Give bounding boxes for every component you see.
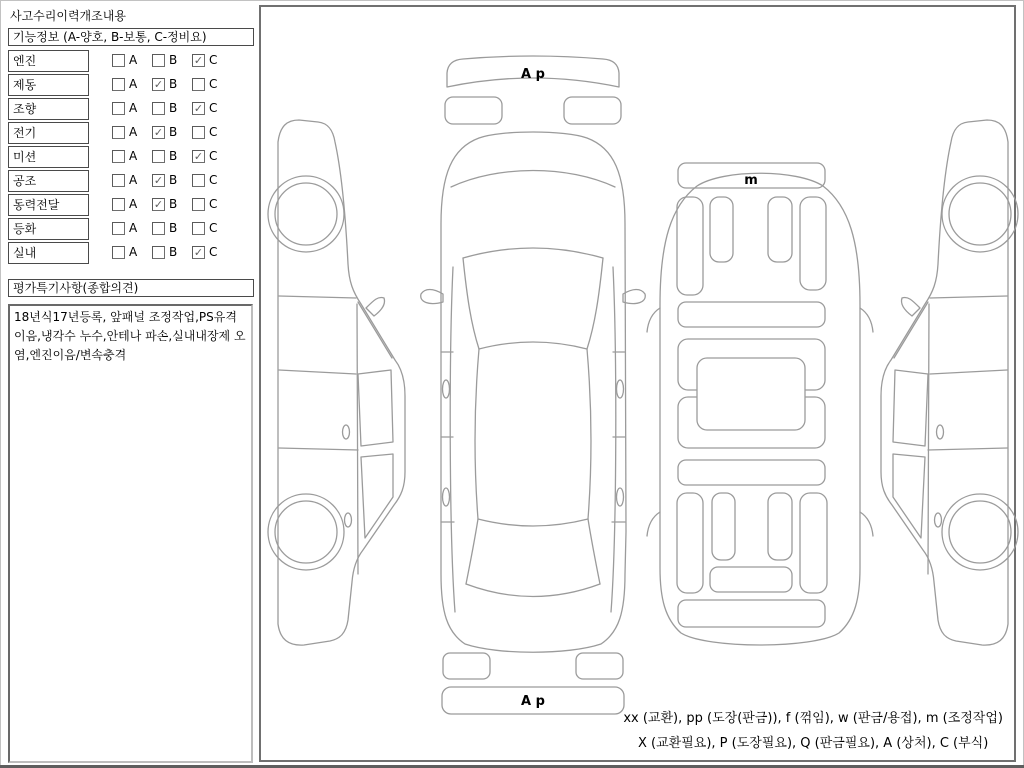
- headlight-right: [564, 97, 621, 124]
- grade-option-interior-c: [192, 245, 217, 259]
- grade-letter: B: [169, 77, 178, 91]
- top-door-handle-right-front: [617, 380, 624, 398]
- grade-letter: C: [209, 77, 218, 91]
- checkbox-lights-a[interactable]: [112, 222, 125, 235]
- grade-option-electric-a: [112, 125, 137, 139]
- grade-option-powertrain-a: [112, 197, 137, 211]
- grade-option-lights-b: [152, 221, 177, 235]
- grade-option-engine-a: [112, 53, 137, 67]
- grade-letter: B: [169, 149, 178, 163]
- grade-option-lights-a: [112, 221, 137, 235]
- checkbox-steering-c[interactable]: ✓: [193, 101, 204, 115]
- grade-letter: B: [169, 197, 178, 211]
- checkbox-interior-b[interactable]: [152, 246, 165, 259]
- checkbox-transmission-b[interactable]: [152, 150, 165, 163]
- function-info-header: 기능정보 (A-양호, B-보통, C-정비요): [8, 28, 254, 46]
- grade-letter: A: [129, 77, 138, 91]
- underbody-center-section: [697, 358, 805, 430]
- side-view-right: [881, 120, 1018, 645]
- fender-flare-front-left: [647, 308, 660, 332]
- windshield-base-arc: [463, 248, 603, 258]
- bottom-view: [647, 163, 873, 645]
- grade-letter: C: [209, 125, 218, 139]
- trunk-arc: [466, 584, 600, 597]
- grade-letter: B: [169, 53, 178, 67]
- grade-letter: C: [209, 53, 218, 67]
- page-title: 사고수리이력개조내용: [10, 9, 126, 23]
- function-row-engine: [0, 50, 258, 73]
- top-door-handle-right-rear: [617, 488, 624, 506]
- function-row-label-brake: 제동: [8, 74, 89, 96]
- hood-crease: [451, 171, 615, 188]
- checkbox-steering-b[interactable]: [152, 102, 165, 115]
- checkbox-brake-c[interactable]: [192, 78, 205, 91]
- grade-letter: B: [169, 101, 178, 115]
- grade-option-steering-a: [112, 101, 137, 115]
- grade-letter: A: [129, 101, 138, 115]
- checkbox-electric-c[interactable]: [192, 126, 205, 139]
- grade-letter: C: [209, 197, 218, 211]
- checkbox-transmission-a[interactable]: [112, 150, 125, 163]
- grade-option-interior-b: [152, 245, 177, 259]
- underbody-rear-panel: [678, 600, 825, 627]
- fender-flare-rear-left: [647, 512, 660, 536]
- function-row-steering: [0, 98, 258, 121]
- checkbox-electric-b[interactable]: ✓: [153, 125, 164, 139]
- grade-option-steering-b: [152, 101, 177, 115]
- grade-letter: C: [209, 149, 218, 163]
- grade-option-transmission-c: [192, 149, 217, 163]
- checkbox-engine-a[interactable]: [112, 54, 125, 67]
- checkbox-powertrain-b[interactable]: ✓: [153, 197, 164, 211]
- checkbox-powertrain-a[interactable]: [112, 198, 125, 211]
- function-row-lights: [0, 218, 258, 241]
- underbody-rail: [712, 493, 735, 560]
- grade-option-brake-b: [152, 77, 177, 91]
- underbody-crossmember: [678, 302, 825, 327]
- grade-letter: B: [169, 173, 178, 187]
- function-row-label-powertrain: 동력전달: [8, 194, 89, 216]
- front-bumper-damage-code: A p: [521, 67, 545, 82]
- grade-option-engine-b: [152, 53, 177, 67]
- checkbox-aircon-b[interactable]: ✓: [153, 173, 164, 187]
- underbody-rail: [768, 197, 792, 262]
- grade-option-lights-c: [192, 221, 217, 235]
- grade-letter: A: [129, 149, 138, 163]
- function-row-aircon: [0, 170, 258, 193]
- checkbox-interior-c[interactable]: ✓: [193, 245, 204, 259]
- roof-side-left: [475, 349, 479, 519]
- side-view-left: [268, 120, 405, 645]
- function-row-interior: [0, 242, 258, 265]
- grade-letter: A: [129, 197, 138, 211]
- legend-line-2: X (교환필요), P (도장필요), Q (판금필요), A (상처), C (부식): [638, 736, 989, 751]
- checkbox-engine-c[interactable]: ✓: [193, 53, 204, 67]
- function-row-label-interior: 실내: [8, 242, 89, 264]
- function-row-label-electric: 전기: [8, 122, 89, 144]
- grade-option-aircon-c: [192, 173, 217, 187]
- function-row-label-steering: 조향: [8, 98, 89, 120]
- function-row-transmission: [0, 146, 258, 169]
- checkbox-aircon-c[interactable]: [192, 174, 205, 187]
- grade-letter: C: [209, 101, 218, 115]
- underbody-rail: [768, 493, 792, 560]
- c-pillar-left: [466, 519, 478, 584]
- taillight-left: [443, 653, 490, 679]
- function-row-label-transmission: 미션: [8, 146, 89, 168]
- grade-option-transmission-b: [152, 149, 177, 163]
- c-pillar-right: [588, 519, 600, 584]
- fender-flare-front-right: [860, 308, 873, 332]
- function-row-electric: [0, 122, 258, 145]
- grade-letter: A: [129, 221, 138, 235]
- checkbox-interior-a[interactable]: [112, 246, 125, 259]
- evaluation-comment-box[interactable]: 18년식17년등록, 앞패널 조정작업,PS유격이음,냉각수 누수,안테나 파손,실내내장제 오염,엔진이음/변속충격: [8, 304, 253, 763]
- grade-option-transmission-a: [112, 149, 137, 163]
- grade-letter: B: [169, 245, 178, 259]
- grade-option-interior-a: [112, 245, 137, 259]
- roof-side-right: [587, 349, 591, 519]
- underbody-rail: [800, 493, 827, 593]
- rear-bumper-damage-code: A p: [521, 694, 545, 709]
- shoulder-line-left: [450, 267, 455, 612]
- checkbox-brake-a[interactable]: [112, 78, 125, 91]
- taillight-right: [576, 653, 623, 679]
- function-row-label-lights: 등화: [8, 218, 89, 240]
- mirror-left: [421, 290, 443, 304]
- grade-option-aircon-b: [152, 173, 177, 187]
- grade-letter: A: [129, 53, 138, 67]
- car-diagram-canvas: [261, 7, 1014, 760]
- grade-option-powertrain-c: [192, 197, 217, 211]
- checkbox-transmission-c[interactable]: ✓: [193, 149, 204, 163]
- grade-option-aircon-a: [112, 173, 137, 187]
- grade-option-engine-c: [192, 53, 217, 67]
- top-view: [421, 56, 646, 714]
- grade-letter: A: [129, 245, 138, 259]
- underbody-crossmember: [678, 460, 825, 485]
- grade-letter: B: [169, 221, 178, 235]
- evaluation-header: 평가특기사항(종합의견): [8, 279, 254, 297]
- underbody-rail: [677, 493, 703, 593]
- damage-code-legend: [623, 706, 1003, 756]
- function-row-powertrain: [0, 194, 258, 217]
- grade-letter: A: [129, 125, 138, 139]
- grade-option-electric-c: [192, 125, 217, 139]
- function-row-brake: [0, 74, 258, 97]
- checkbox-lights-c[interactable]: [192, 222, 205, 235]
- grade-option-brake-c: [192, 77, 217, 91]
- checkbox-aircon-a[interactable]: [112, 174, 125, 187]
- grade-option-brake-a: [112, 77, 137, 91]
- checkbox-electric-a[interactable]: [112, 126, 125, 139]
- grade-option-powertrain-b: [152, 197, 177, 211]
- grade-letter: A: [129, 173, 138, 187]
- checkbox-engine-b[interactable]: [152, 54, 165, 67]
- checkbox-powertrain-c[interactable]: [192, 198, 205, 211]
- rear-window-arc: [478, 519, 588, 526]
- grade-letter: C: [209, 245, 218, 259]
- underbody-rear-section: [710, 567, 792, 592]
- checkbox-lights-b[interactable]: [152, 222, 165, 235]
- legend-line-1: xx (교환), pp (도장(판금)), f (꺾임), w (판금/용접), m (조정작업): [623, 711, 1003, 726]
- grade-letter: C: [209, 221, 218, 235]
- top-door-handle-left-front: [443, 380, 450, 398]
- shoulder-line-right: [611, 267, 616, 612]
- fender-flare-rear-right: [860, 512, 873, 536]
- checkbox-brake-b[interactable]: ✓: [153, 77, 164, 91]
- checkbox-steering-a[interactable]: [112, 102, 125, 115]
- grade-letter: C: [209, 173, 218, 187]
- underbody-front-damage-code: m: [744, 173, 758, 188]
- function-row-label-aircon: 공조: [8, 170, 89, 192]
- grade-letter: B: [169, 125, 178, 139]
- a-pillar-left: [463, 258, 479, 349]
- roof-front-arc: [479, 342, 587, 349]
- underbody-rail: [710, 197, 733, 262]
- mirror-right: [623, 290, 645, 304]
- function-row-label-engine: 엔진: [8, 50, 89, 72]
- grade-option-electric-b: [152, 125, 177, 139]
- car-diagram-panel: [259, 5, 1016, 762]
- underbody-rail: [677, 197, 703, 295]
- headlight-left: [445, 97, 502, 124]
- top-door-handle-left-rear: [443, 488, 450, 506]
- grade-option-steering-c: [192, 101, 217, 115]
- underbody-rail: [800, 197, 826, 290]
- a-pillar-right: [587, 258, 603, 349]
